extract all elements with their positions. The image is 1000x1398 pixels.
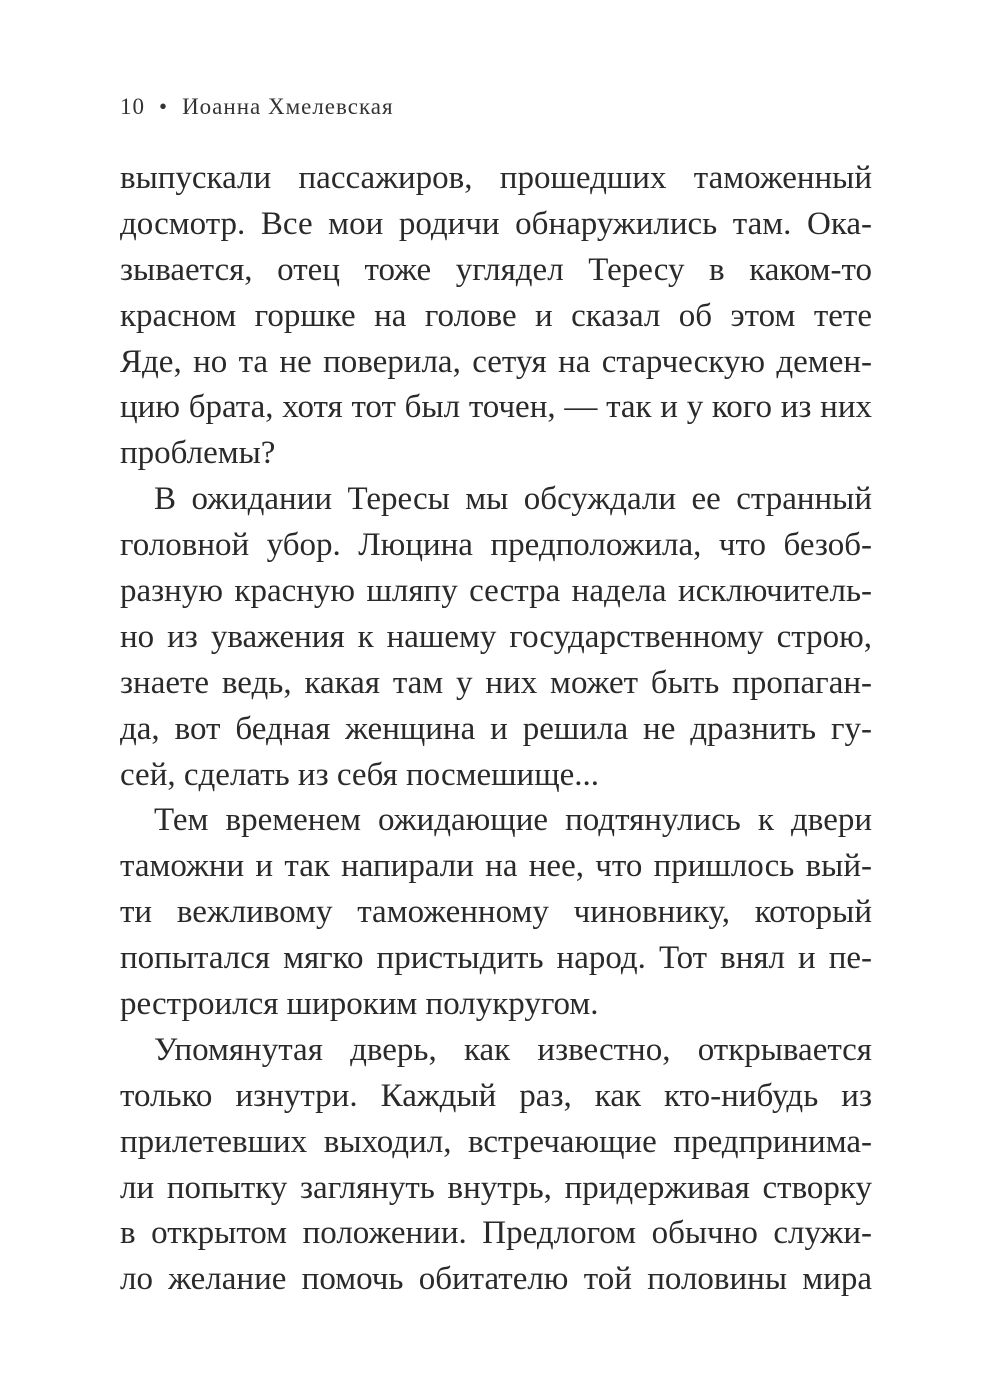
author-name: Иоанна Хмелевская: [182, 94, 394, 119]
text-line: красном горшке на голове и сказал об этом тете: [120, 297, 872, 334]
text-line: выпускали пассажиров, прошедших таможенный: [120, 160, 872, 196]
text-line: разную красную шляпу сестра надела исключитель-: [120, 573, 872, 610]
header-separator: •: [159, 94, 169, 119]
text-line: рестроился широким полукругом.: [120, 986, 599, 1023]
text-line: ти вежливому таможенному чиновнику, который: [120, 894, 872, 931]
text-line: ли попытку заглянуть внутрь, придерживая створку: [120, 1169, 872, 1206]
text-line: досмотр. Все мои родичи обнаружились там. Ока-: [120, 205, 872, 242]
body-text: [120, 156, 872, 1303]
running-header: [120, 94, 394, 120]
text-line: прилетевших выходил, встречающие предпринима-: [120, 1123, 872, 1160]
text-line: В ожидании Тересы мы обсуждали ее странный: [154, 481, 872, 518]
text-line: цию брата, хотя тот был точен, — так и у кого из них: [120, 389, 872, 426]
text-line: попытался мягко пристыдить народ. Тот внял и пе-: [120, 940, 872, 977]
text-line: таможни и так напирали на нее, что пришлось вый-: [120, 848, 872, 885]
text-line: Тем временем ожидающие подтянулись к двери: [154, 802, 872, 839]
text-line: в открытом положении. Предлогом обычно служи-: [120, 1215, 872, 1252]
text-line: головной убор. Люцина предположила, что безоб-: [120, 527, 872, 564]
text-line: ло желание помочь обитателю той половины мира: [120, 1261, 872, 1298]
text-line: Упомянутая дверь, как известно, открывается: [154, 1031, 872, 1068]
text-line: да, вот бедная женщина и решила не дразнить гу-: [120, 710, 872, 747]
text-line: но из уважения к нашему государственному строю,: [120, 618, 872, 655]
text-line: только изнутри. Каждый раз, как кто-нибудь из: [120, 1077, 872, 1114]
text-line: Яде, но та не поверила, сетуя на старческую демен-: [120, 343, 872, 380]
page-number: 10: [120, 94, 145, 119]
text-line: сей, сделать из себя посмешище...: [120, 756, 599, 793]
text-line: знаете ведь, какая там у них может быть пропаган-: [120, 664, 872, 701]
text-line: зывается, отец тоже углядел Тересу в каком-то: [120, 251, 872, 288]
text-line: проблемы?: [120, 435, 276, 472]
